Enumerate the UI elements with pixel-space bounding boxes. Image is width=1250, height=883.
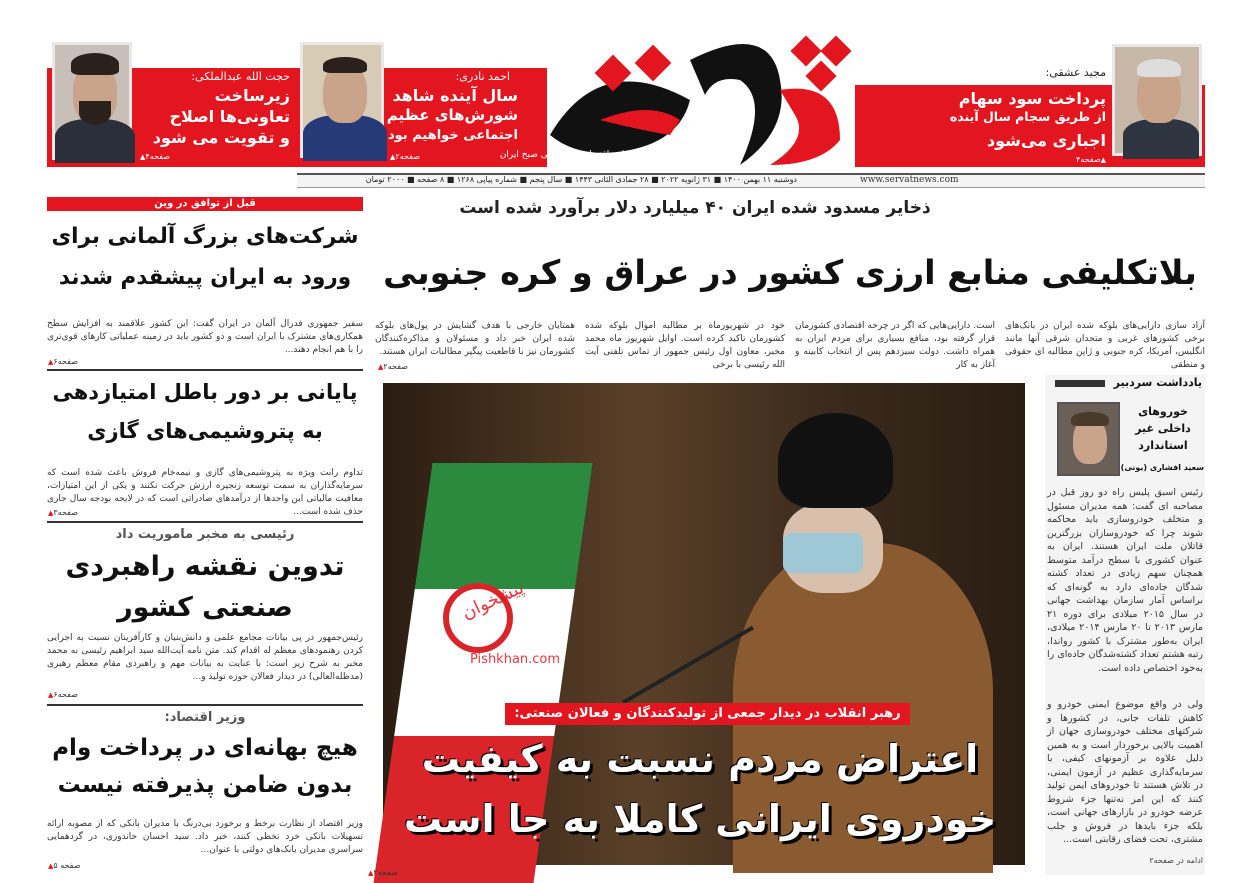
photo-page-ref[interactable]: ▲ صفحه۲ bbox=[368, 868, 398, 877]
editorial-body-2: ولی در واقع موضوع ایمنی خودرو و کاهش تلفات جانی، در کشورها و شرکتهای مختلف خودروسازی جهان از اهمیت بالایی برخوردار است و به همین دلیل علاوه بر آزمونهای کیفی، با سرمایه‌گذاری عظیم در آزمون ایمنی، در تلاش هستند تا خودروهای ایمن تولید کنند که این امر نه‌تنها جزء شروط عرضه خودرو در بازارهای جهانی است، بلکه جزء بایدها در فروش و جلب مشتری، تحت فضای رقابتی است... bbox=[1047, 699, 1203, 845]
editorial-title[interactable]: خوروهای داخلی غیر استاندارد bbox=[1135, 405, 1191, 452]
editorial-author: سعید افشاری (یونی) bbox=[1120, 463, 1204, 472]
dateline: دوشنبه ۱۱ بهمن ۱۴۰۰ ■ ۳۱ ژانویه ۲۰۲۲ ■ ۲۸ جمادی الثانی ۱۴۴۳ ■ سال پنجم ■ شماره پیاپی ۱۲۶۸ ■ ۸ صفحه ■ ۲۰۰۰ تومان bbox=[365, 175, 797, 184]
teaser-2-name: احمد نادری: bbox=[455, 70, 510, 83]
lead-column-3: خود در شهریورماه بر مطالبه اموال بلوکه شده کشورمان تاکید کرده است. اوایل شهریور ماه محمد مخبر، معاون اول رئیس جمهور از تماس تلفنی آیت الله رئیسی با برخی bbox=[585, 321, 785, 370]
teaser-2-line: شورش‌های عظیم bbox=[386, 106, 518, 124]
lead-column-2: است. دارایی‌هایی که اگر در چرخه اقتصادی کشورمان قرار گرفته بود، منافع بسیاری برای مردم ایران به همراه داشت. دولت سیزدهم پس از انتخاب کابینه و آغاز به کار bbox=[795, 321, 995, 370]
left-story-2-body: تداوم رانت ویژه به پتروشیمی‌های گازی و نیمه‌خام فروش باعث شده است که سرمایه‌گذاران به سمت توسعه زنجیره ارزش حرکت نکنند و یکی از این امتیازات، معافیت مالیاتی این واحدها از درآمدهای صادراتی است که در لایحه بودجه سال جاری حذف شده است... bbox=[47, 468, 363, 517]
lead-column-1: آزاد سازی دارایی‌های بلوکه شده ایران در بانک‌های برخی کشورهای غربی و متحدان شرقی آنها مانند انگلیس، آمریکا، کره جنوبی و ژاپن مطالبه ای حقوقی و منطقی bbox=[1005, 321, 1205, 370]
teaser-3-line: زیرساخت bbox=[214, 86, 290, 105]
lead-page-ref[interactable]: ▲ صفحه۲ bbox=[378, 362, 408, 371]
left-story-1-body: سفیر جمهوری فدرال آلمان در ایران گفت: این کشور علاقمند به افزایش سطح همکاری‌های مشترک با ایران است و دو کشور باید در زمینه عملیاتی کارهای قوی‌تری را با هم انجام دهند... bbox=[47, 319, 363, 355]
teaser-3-line: و تقویت می شود bbox=[152, 128, 290, 147]
left-story-3-headline[interactable]: تدوین نقشه راهبردی صنعتی کشور bbox=[65, 551, 345, 623]
watermark-url: Pishkhan.com bbox=[470, 652, 561, 667]
teaser-1-line: پرداخت سود سهام bbox=[958, 89, 1106, 108]
divider bbox=[47, 521, 363, 523]
left-story-1-page[interactable]: ▲ صفحه۶ bbox=[48, 357, 78, 366]
left-story-2-page[interactable]: ▲ صفحه۳ bbox=[48, 508, 78, 517]
teaser-3-line: تعاونی‌ها اصلاح bbox=[169, 107, 290, 126]
left-story-1-kicker: قبل از توافق در وین bbox=[154, 198, 256, 209]
teaser-2-line: اجتماعی خواهیم بود bbox=[387, 128, 518, 143]
teaser-photo-naderi bbox=[300, 42, 384, 158]
left-story-3-kicker: رئیسی به مخبر ماموریت داد bbox=[115, 527, 295, 542]
photo-headline-1[interactable]: اعتراض مردم نسبت به کیفیت bbox=[421, 737, 979, 781]
left-story-1-headline[interactable]: شرکت‌های بزرگ آلمانی برای ورود به ایران پیشقدم شدند bbox=[51, 224, 359, 291]
left-story-4-body: وزیر اقتصاد از نظارت برخط و برخورد بی‌درنگ با مدیران بانکی که از مصوبه ارائه تسهیلات بانکی خرد تخطی کنند، خبر داد. سید احسان خاندوزی، در گردهمایی سراسری مدیران بانک‌های دولتی با عنوان... bbox=[47, 819, 363, 855]
left-story-3-page[interactable]: ▲ صفحه۶ bbox=[48, 690, 78, 699]
lead-headline[interactable]: بلاتکلیفی منابع ارزی کشور در عراق و کره جنوبی bbox=[383, 253, 1197, 292]
editorial-continued[interactable]: ادامه در صفحه۲ bbox=[1149, 856, 1203, 865]
teaser-photo-abdolmaleki bbox=[52, 42, 132, 160]
photo-headline-2[interactable]: خودروی ایرانی کاملا به جا است bbox=[403, 797, 997, 841]
editorial-label: یادداشت سردبیر bbox=[1113, 376, 1202, 389]
editorial-author-photo bbox=[1057, 402, 1120, 476]
teaser-1-line: از طریق سجام سال آینده bbox=[949, 109, 1106, 124]
teaser-2-title[interactable] bbox=[388, 85, 518, 148]
editorial-label-bar bbox=[1055, 380, 1105, 387]
photo-kicker: رهبر انقلاب در دیدار جمعی از تولیدکنندگان و فعالان صنعتی: bbox=[505, 703, 910, 725]
divider bbox=[47, 704, 363, 706]
teaser-1-line: اجباری می‌شود bbox=[986, 131, 1106, 150]
left-story-4-kicker: وزیر اقتصاد: bbox=[164, 710, 246, 725]
website-link[interactable]: www.servatnews.com bbox=[860, 175, 959, 185]
editorial-body: رئیس اسبق پلیس راه دو روز قبل در مصاحبه ای گفت: همه مدیران مسئول و متخلف خودروسازی باید محاکمه شوند چرا که خودروسازان بزرگترین قاتلان ملت ایران هستند. ایران به عنوان کشوری با سطح درآمد متوسط همچنان سهم زیادی در تعداد کشته شدگان جاده‌ای دارد به گونه‌ای که براساس آمار سازمان بهداشت جهانی در سال ۲۰۱۵ میلادی برای دوره ۲۱ مارس ۲۰۱۳ تا ۲۰ مارس ۲۰۱۴ میلادی، ایران به‌طور مشترک با کشور رواندا، رتبه هشتم تعداد کشته‌شدگان جاده‌ای را به‌خود اختصاص داده است. bbox=[1047, 487, 1203, 674]
logo bbox=[540, 20, 860, 170]
teaser-2-line: سال آینده شاهد bbox=[392, 86, 518, 105]
teaser-1-page[interactable]: ▲ صفحه۴ bbox=[1050, 155, 1106, 164]
teaser-3-page[interactable]: ▲ صفحه۴ bbox=[140, 152, 190, 161]
teaser-3-name: حجت الله عبدالملکی: bbox=[191, 70, 290, 83]
teaser-1-title[interactable] bbox=[950, 88, 1106, 151]
teaser-3-title[interactable] bbox=[140, 85, 290, 148]
left-story-4-page[interactable]: ▲ صفحه ۵ bbox=[48, 861, 81, 870]
masthead-tagline: روزنامه اقتصادی، اجتماعی صبح ایران bbox=[499, 150, 640, 160]
left-story-4-headline[interactable]: هیچ بهانه‌ای در پرداخت وام بدون ضامن پذیرفته نیست bbox=[52, 735, 358, 799]
lead-column-4: همتایان خارجی با هدف گشایش در پول‌های بلوکه شده ایران خبر داد و مسئولان و مذاکره‌کنندگان کشورمان نیز با قاطعیت پیگیر مطالبات ایران هستند. bbox=[375, 321, 575, 357]
left-story-2-headline[interactable]: پایانی بر دور باطل امتیازدهی به پتروشیمی‌های گازی bbox=[52, 380, 358, 443]
teaser-2-page[interactable]: ▲ صفحه۲ bbox=[390, 152, 440, 161]
divider bbox=[47, 369, 363, 371]
lead-kicker: ذخایر مسدود شده ایران ۴۰ میلیارد دلار برآورد شده است bbox=[459, 198, 931, 218]
teaser-1-name: مجید عشقی: bbox=[1045, 66, 1106, 79]
left-story-3-body: رئیس‌جمهور در پی بیانات مجامع علمی و دانش‌بنیان و کارآفرینان نسبت به اجرایی کردن رهنمودهای معظم له اقدام کند. متن نامه آیت‌الله سید ابراهیم رئیسی به محمد مخبر به شرح زیر است: با عنایت به بیانات مهم و راهبردی مقام معظم رهبری (مدظله‌العالی) در دیدار فعالان حوزه تولید و... bbox=[47, 633, 363, 682]
teaser-photo-eshghi bbox=[1112, 44, 1202, 156]
watermark: پیشخوان bbox=[458, 577, 528, 624]
